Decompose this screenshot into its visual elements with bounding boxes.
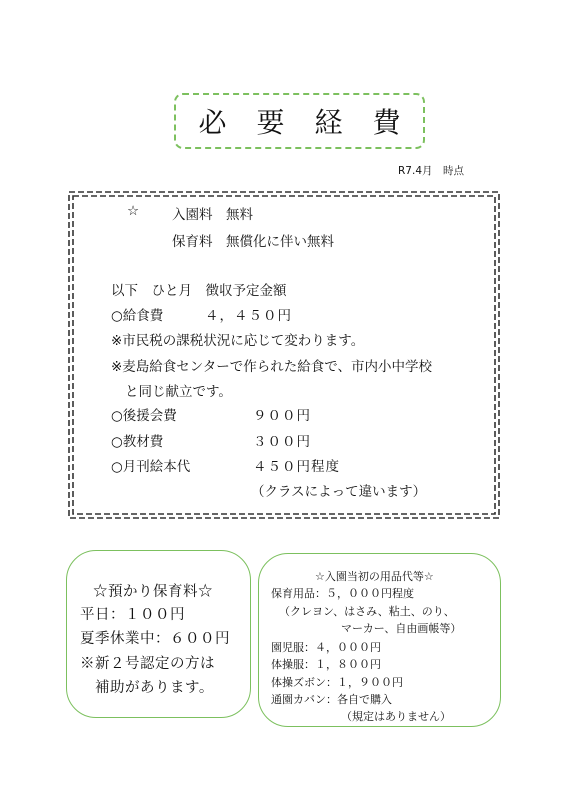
weekday-fee: 平日：１００円 xyxy=(80,607,185,623)
school-bag: 通園カバン：各自で購入 xyxy=(271,693,392,706)
title-char-2: 要 xyxy=(256,106,285,139)
picture-book-label: ○月刊絵本代 xyxy=(111,459,191,475)
subsidy-note-2: 補助があります。 xyxy=(95,680,214,696)
materials-fee-label: ○教材費 xyxy=(111,434,164,450)
class-note: （クラスによって違います） xyxy=(251,484,427,500)
school-bag-note: （規定はありません） xyxy=(341,710,451,723)
supplies-title: ☆入園当初の用品代等☆ xyxy=(315,570,434,583)
subsidy-note: ※新２号認定の方は xyxy=(80,656,215,672)
supplies-items-1: （クレヨン、はさみ、粘土、のり、 xyxy=(279,605,455,618)
title-frame xyxy=(174,93,425,149)
childcare-fee: 保育料 無償化に伴い無料 xyxy=(172,234,334,250)
gym-pants-cost: 体操ズボン：１，９００円 xyxy=(271,676,403,689)
gym-clothes-cost: 体操服：１，８００円 xyxy=(271,658,381,671)
materials-fee-value: ３００円 xyxy=(253,434,311,450)
lunch-center-note-2: と同じ献立です。 xyxy=(125,384,232,400)
star-mark: ☆ xyxy=(127,203,140,219)
supporters-fee-label: ○後援会費 xyxy=(111,408,177,424)
admission-fee: 入園料 無料 xyxy=(172,207,253,223)
picture-book-value: ４５０円程度 xyxy=(253,459,340,475)
supporters-fee-value: ９００円 xyxy=(253,408,311,424)
tax-note: ※市民税の課税状況に応じて変わります。 xyxy=(111,333,365,349)
lunch-fee-label: ○給食費 xyxy=(111,308,164,324)
lunch-center-note: ※麦島給食センターで作られた給食で、市内小中学校 xyxy=(111,359,433,375)
lunch-fee-value: ４，４５０円 xyxy=(205,308,292,324)
title-char-1: 必 xyxy=(198,106,227,139)
summer-fee: 夏季休業中：６００円 xyxy=(80,631,230,647)
uniform-cost: 園児服：４，０００円 xyxy=(271,641,381,654)
supplies-cost: 保育用品：５，０００円程度 xyxy=(271,587,414,600)
title-char-3: 経 xyxy=(314,106,343,139)
extended-care-title: ☆預かり保育料☆ xyxy=(93,584,213,600)
date-label: R7.4月 時点 xyxy=(398,165,464,177)
supplies-items-2: マーカー、自由画帳等） xyxy=(341,622,462,635)
monthly-header: 以下 ひと月 徴収予定金額 xyxy=(111,283,287,299)
title-char-4: 費 xyxy=(372,106,401,139)
